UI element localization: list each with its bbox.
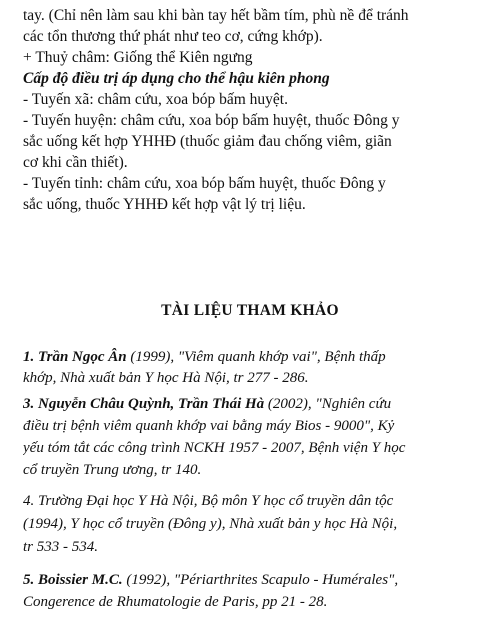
- reference-text: cổ truyền Trung ương, tr 140.: [23, 462, 202, 478]
- reference-authors: Trường Đại học Y Hà Nội, Bộ môn Y học cổ truyền dân tộc: [38, 493, 394, 509]
- reference-item: [23, 394, 483, 414]
- reference-text: (1999), "Viêm quanh khớp vai", Bệnh thấp: [126, 349, 386, 365]
- reference-text: tr 533 - 534.: [23, 539, 98, 555]
- reference-number: 1.: [23, 349, 35, 365]
- level-line: sắc uống kết hợp YHHĐ (thuốc giảm đau chống viêm, giãn: [23, 133, 392, 150]
- body-line: các tổn thương thứ phát như teo cơ, cứng khớp).: [23, 28, 323, 45]
- reference-text: khớp, Nhà xuất bản Y học Hà Nội, tr 277 - 286.: [23, 370, 309, 386]
- reference-text: điều trị bệnh viêm quanh khớp vai bằng máy Bios - 9000", Kỷ: [23, 418, 395, 434]
- reference-text: Congerence de Rhumatologie de Paris, pp 21 - 28.: [23, 594, 328, 610]
- reference-number: 4.: [23, 493, 35, 509]
- body-line: tay. (Chỉ nên làm sau khi bàn tay hết bầm tím, phù nề để tránh: [23, 7, 409, 24]
- reference-item: [23, 347, 483, 367]
- reference-authors: Nguyễn Châu Quỳnh, Trần Thái Hà: [38, 396, 265, 412]
- reference-number: 3.: [23, 396, 35, 412]
- section-subheading: Cấp độ điều trị áp dụng cho thể hậu kiên phong: [23, 70, 330, 87]
- reference-text: yếu tóm tắt các công trình NCKH 1957 - 2007, Bệnh viện Y học: [23, 440, 406, 456]
- reference-item: [23, 491, 483, 511]
- reference-item: [23, 570, 483, 590]
- references-title: TÀI LIỆU THAM KHẢO: [161, 302, 339, 319]
- reference-authors: Trần Ngọc Ân: [38, 349, 127, 365]
- level-line: sắc uống, thuốc YHHĐ kết hợp vật lý trị liệu.: [23, 196, 306, 213]
- reference-text: (2002), "Nghiên cứu: [264, 396, 392, 412]
- reference-number: 5.: [23, 572, 35, 588]
- level-line: - Tuyến tỉnh: châm cứu, xoa bóp bấm huyệt, thuốc Đông y: [23, 175, 386, 192]
- reference-authors: Boissier M.C.: [38, 572, 123, 588]
- reference-text: (1992), "Périarthrites Scapulo - Humérales",: [122, 572, 399, 588]
- level-line: - Tuyến huyện: châm cứu, xoa bóp bấm huyệt, thuốc Đông y: [23, 112, 400, 129]
- reference-text: (1994), Y học cổ truyền (Đông y), Nhà xuất bản y học Hà Nội,: [23, 516, 398, 532]
- level-line: - Tuyến xã: châm cứu, xoa bóp bấm huyệt.: [23, 91, 288, 108]
- level-line: cơ khi cần thiết).: [23, 154, 128, 171]
- body-line: + Thuỷ châm: Giống thể Kiên ngưng: [23, 49, 253, 66]
